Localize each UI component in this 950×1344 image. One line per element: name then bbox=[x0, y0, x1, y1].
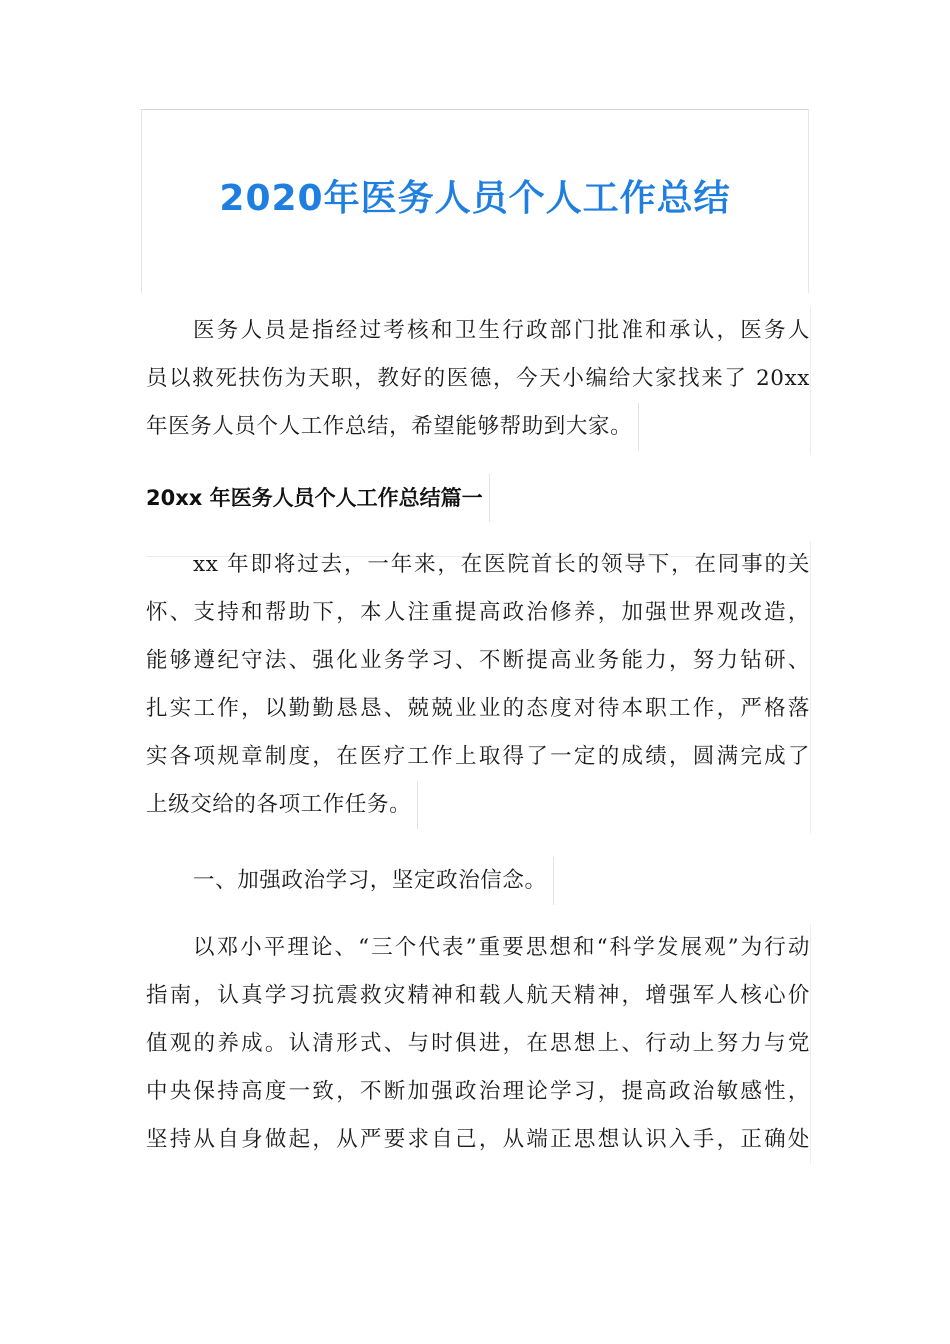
subheading-1: 一、加强政治学习，坚定政治信念。 bbox=[146, 857, 554, 905]
document-title: 2020年医务人员个人工作总结 bbox=[219, 178, 731, 219]
paragraph-1-line-1: xx 年即将过去，一年来，在医院首长的领导下，在同事的关 bbox=[193, 552, 810, 577]
paragraph-1-line-4: 扎实工作，以勤勤恳恳、兢兢业业的态度对待本职工作，严格落 bbox=[146, 696, 810, 721]
intro-line-3: 年医务人员个人工作总结，希望能够帮助到大家。 bbox=[146, 403, 639, 451]
paragraph-2-line-1: 以邓小平理论、“三个代表”重要思想和“科学发展观”为行动 bbox=[193, 935, 810, 960]
intro-line-1: 医务人员是指经过考核和卫生行政部门批准和承认，医务人 bbox=[193, 318, 810, 343]
paragraph-1-line-6: 上级交给的各项工作任务。 bbox=[146, 781, 418, 829]
paragraph-2-line-2: 指南，认真学习抗震救灾精神和载人航天精神，增强军人核心价 bbox=[146, 983, 810, 1008]
paragraph-1-line-5: 实各项规章制度，在医疗工作上取得了一定的成绩，圆满完成了 bbox=[146, 744, 810, 769]
paragraph-2-line-3: 值观的养成。认清形式、与时俱进，在思想上、行动上努力与党 bbox=[146, 1031, 810, 1056]
title-box bbox=[141, 109, 809, 293]
section-heading: 20xx 年医务人员个人工作总结篇一 bbox=[146, 474, 490, 522]
paragraph-1-line-2: 怀、支持和帮助下，本人注重提高政治修养，加强世界观改造， bbox=[146, 600, 810, 625]
intro-paragraph bbox=[146, 307, 811, 455]
paragraph-2 bbox=[146, 924, 811, 1164]
paragraph-2-line-4: 中央保持高度一致，不断加强政治理论学习，提高政治敏感性， bbox=[146, 1079, 810, 1104]
paragraph-1 bbox=[146, 541, 811, 833]
paragraph-2-line-5: 坚持从自身做起，从严要求自己，从端正思想认识入手，正确处 bbox=[146, 1127, 810, 1152]
subheading-block bbox=[146, 857, 810, 909]
paragraph-1-line-3: 能够遵纪守法、强化业务学习、不断提高业务能力，努力钻研、 bbox=[146, 648, 810, 673]
intro-line-2: 员以救死扶伤为天职，教好的医德，今天小编给大家找来了 20xx bbox=[146, 366, 810, 391]
